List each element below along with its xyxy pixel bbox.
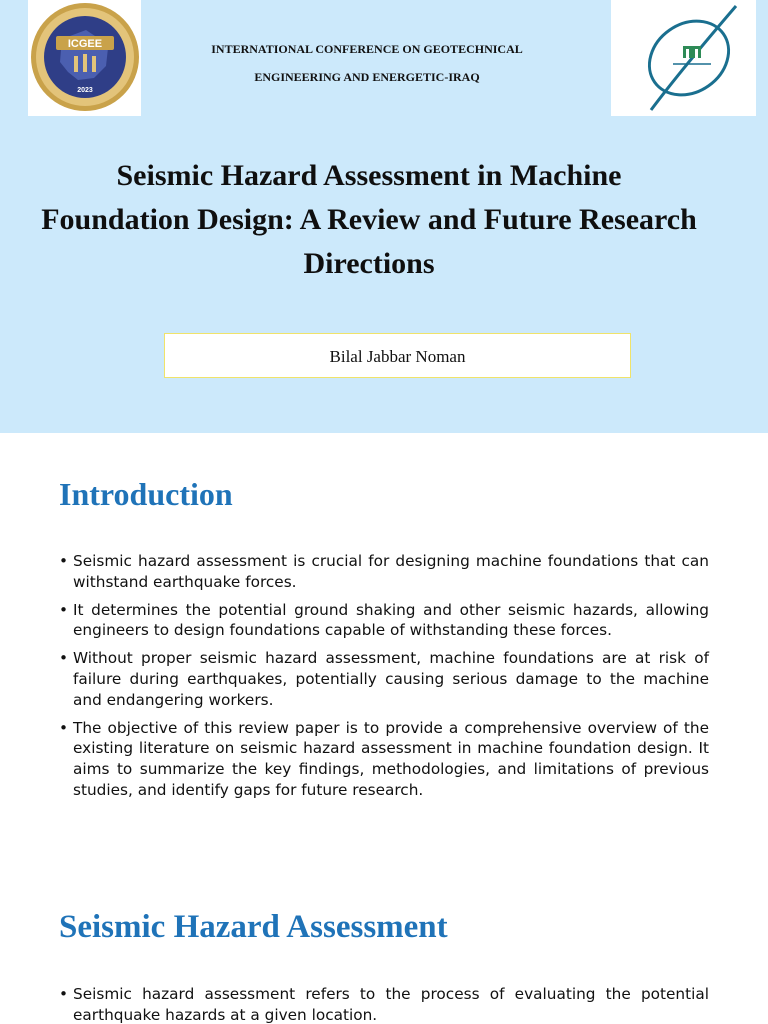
section-heading-seismic-hazard-assessment: Seismic Hazard Assessment — [59, 909, 448, 945]
author-name: Bilal Jabbar Noman — [329, 347, 466, 366]
author-box — [164, 333, 631, 378]
society-logo — [611, 0, 756, 116]
title-slide — [0, 0, 768, 433]
list-item — [59, 648, 709, 710]
bullet-text: It determines the potential ground shaking and other seismic hazards, allowing engineers to design foundations capable of withstanding these forces. — [73, 600, 709, 640]
bullet-icon: • — [59, 718, 69, 737]
bullet-icon: • — [59, 649, 69, 668]
society-logo-icon — [611, 0, 756, 116]
seal-year: 2023 — [77, 87, 93, 94]
list-item — [59, 551, 709, 593]
list-item — [59, 718, 709, 801]
bullet-icon: • — [59, 600, 69, 619]
bullet-icon: • — [59, 552, 69, 570]
introduction-bullet-list — [59, 551, 709, 808]
seismic-hazard-bullet-list — [59, 984, 709, 1024]
list-item — [59, 600, 709, 642]
bullet-icon: • — [59, 985, 69, 1003]
conference-name-line-2: ENGINEERING AND ENERGETIC-IRAQ — [254, 70, 480, 84]
presentation-title: Seismic Hazard Assessment in Machine Foundation Design: A Review and Future Research Directions — [41, 159, 697, 280]
conference-name-line-1: INTERNATIONAL CONFERENCE ON GEOTECHNICAL — [211, 42, 523, 56]
conference-logo — [28, 0, 141, 116]
bullet-text: Without proper seismic hazard assessment, machine foundations are at risk of failure during earthquakes, potentially causing serious damage to the machine and endangering workers. — [73, 649, 709, 709]
bullet-text: The objective of this review paper is to provide a comprehensive overview of the existing literature on seismic hazard assessment in machine foundation design. It aims to summarize the key findings, methodologies, and limitations of previous studies, and identify gaps for future research. — [73, 718, 709, 799]
section-heading-introduction: Introduction — [59, 476, 233, 512]
list-item — [59, 984, 709, 1024]
seal-acronym: ICGEE — [67, 38, 103, 50]
bullet-text: Seismic hazard assessment refers to the process of evaluating the potential earthquake hazards at a given location. — [73, 985, 709, 1024]
bullet-text: Seismic hazard assessment is crucial for designing machine foundations that can withstand earthquake forces. — [73, 552, 709, 591]
conference-seal-logo-icon — [28, 0, 141, 116]
